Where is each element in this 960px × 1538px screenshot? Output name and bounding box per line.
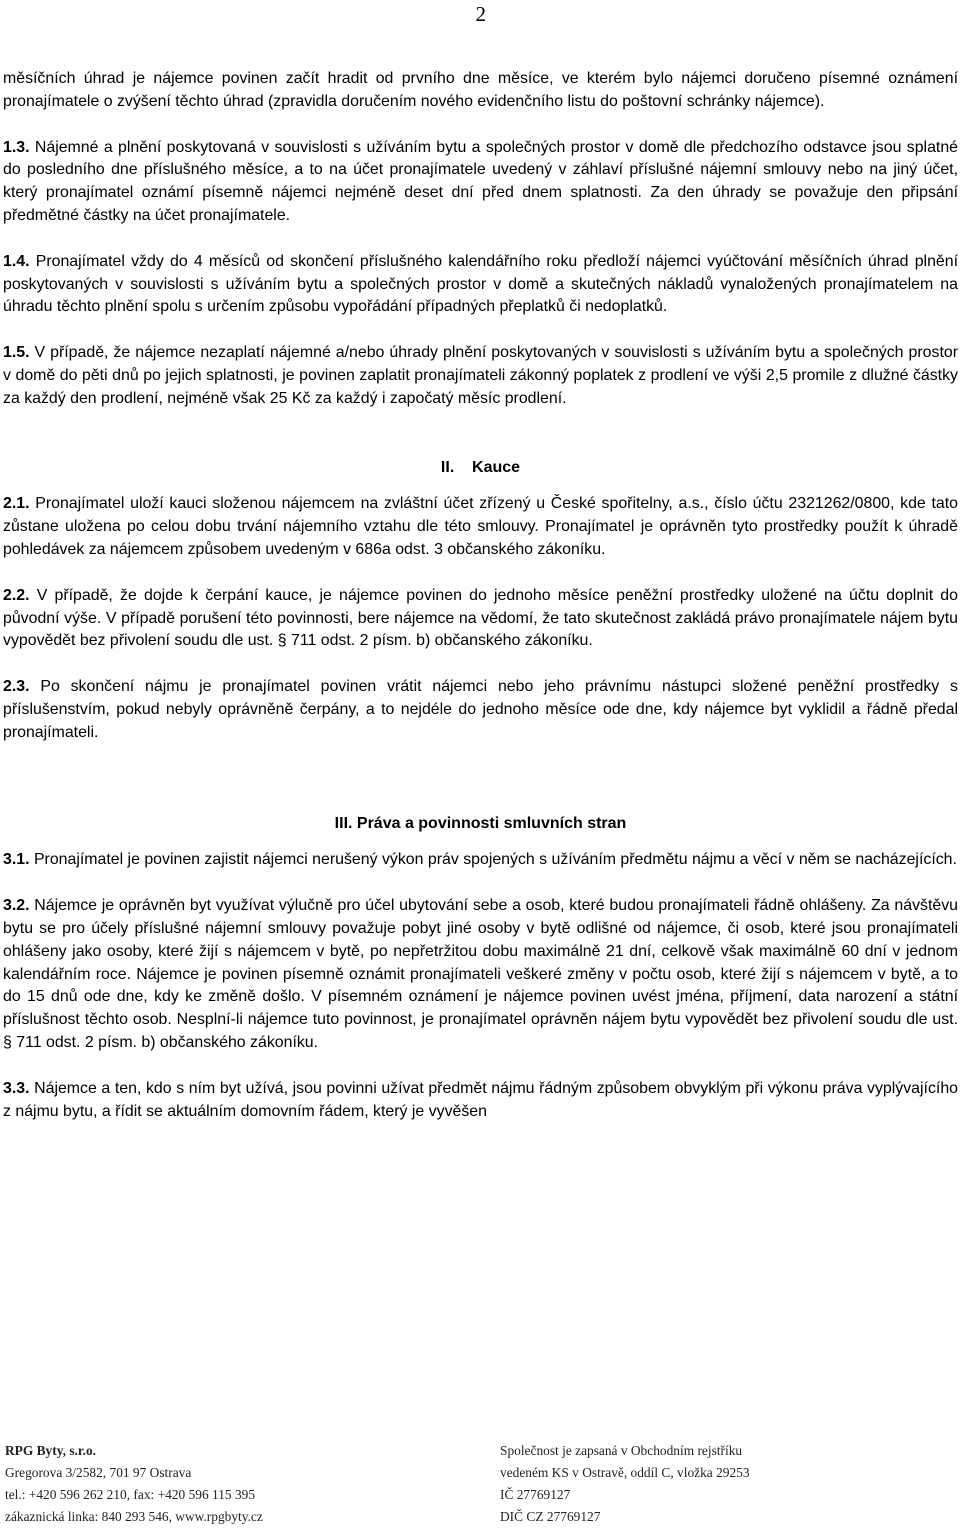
heading-prava-povinnosti: III. Práva a povinnosti smluvních stran [334,814,627,832]
clause-text: V případě, že dojde k čerpání kauce, je nájemce povinen do jednoho měsíce peněžní prostředky uložené na účtu doplnit do původní výše. V případě porušení této povinnosti, bere nájemce na vědomí, že tato skutečnost zakládá právo pronajímatele nájem bytu vypovědět bez přivolení soudu dle ust. § 711 odst. 2 písm. b) občanského zákoníku. [3,586,958,650]
footer-registration [500,1440,750,1528]
clause-number: 2.1. [3,495,30,513]
clause-text: Pronajímatel uloží kauci složenou nájemcem na zvláštní účet zřízený u České spořitelny, a.s., číslo účtu 2321262/0800, kde tato zůstane uložena po celou dobu trvání nájemního vztahu dle této smlouvy. Pronajímatel je oprávněn tyto prostředky použít k úhradě pohledávek za nájemcem způsobem uvedeným v 686a odst. 3 občanského zákoníku. [3,495,958,558]
company-footer [0,1440,960,1538]
paragraph-3-2 [3,895,958,1055]
company-name: RPG Byty, s.r.o. [5,1443,97,1458]
clause-number: 1.3. [3,138,30,156]
company-dic: DIČ CZ 27769127 [500,1509,601,1524]
clause-text: Pronajímatel je povinen zajistit nájemci nerušený výkon práv spojených s užíváním předmětu nájmu a věcí v něm se nacházejících. [33,851,957,869]
clause-number: 3.3. [3,1079,30,1097]
registry-note: Společnost je zapsaná v Obchodním rejstříku [500,1443,743,1458]
intro-paragraph: měsíčních úhrad je nájemce povinen začít hradit od prvního dne měsíce, ve kterém bylo nájemci doručeno písemné oznámení pronajímatele o zvýšení těchto úhrad (zpravidla doručením nového evidenčního listu do poštovní schránky nájemce). [3,70,958,110]
clause-text: Po skončení nájmu je pronajímatel povinen vrátit nájemci nebo jeho právnímu nástupci složené peněžní prostředky s příslušenstvím, pokud nebyly oprávněně čerpány, a to nejdéle do jednoho měsíce ode dne, kdy nájemce byt vyklidil a řádně předal pronajímateli. [3,678,958,741]
clause-text: Nájemné a plnění poskytovaná v souvislosti s užíváním bytu a společných prostor v domě dle předchozího odstavce jsou splatné do posledního dne příslušného měsíce, a to na účet pronajímatele uvedený v záhlaví příslušné nájemní smlouvy nebo na jiný účet, který pronajímatel oznámí písemně nájemci nejméně deset dní před dnem splatnosti. Za den úhrady se považuje den připsání předmětné částky na účet pronajímatele. [3,138,958,224]
document-body [3,68,958,1123]
clause-text: Pronajímatel vždy do 4 měsíců od skončení příslušného kalendářního roku předloží nájemci vyúčtování měsíčních úhrad plnění poskytovaných v souvislosti s užíváním bytu a společných prostor v domě a skutečných nákladů vynaložených pronajímatelem na úhradu těchto plnění spolu s určením způsobu vypořádání případných přeplatků či nedoplatků. [3,252,958,316]
clause-text: Nájemce je oprávněn byt využívat výlučně pro účel ubytování sebe a osob, které budou pronajímateli řádně ohlášeny. Za návštěvu bytu se pro účely příslušné nájemní smlouvy považuje pobyt jiné osoby v bytě odlišné od nájemce, či osob, které jsou pronajímateli ohlášeny jako osoby, které žijí s nájemcem v bytě, po nepřetržitou dobu maximálně 21 dní, celkově však maximálně 60 dní v jednom kalendářním roce. Nájemce je povinen písemně oznámit pronajímateli veškeré změny v počtu osob, které žijí s nájemcem v bytě, a to do 15 dnů ode dne, kdy ke změně došlo. V písemném oznámení je nájemce povinen uvést jména, příjmení, data narození a státní příslušnost těchto osob. Nesplní-li nájemce tuto povinnost, je pronajímatel oprávněn nájem bytu vypovědět bez přivolení soudu dle ust. § 711 odst. 2 písm. b) občanského zákoníku. [3,897,958,1051]
clause-text: V případě, že nájemce nezaplatí nájemné a/nebo úhrady plnění poskytovaných v souvislosti s užíváním bytu a společných prostor v domě do pěti dnů po jejich splatnosti, je povinen zaplatit pronajímateli zákonný poplatek z prodlení ve výši 2,5 promile z dlužné částky za každý den prodlení, nejméně však 25 Kč za každý i započatý měsíc prodlení. [3,344,958,407]
paragraph-2-1 [3,493,958,561]
clause-number: 1.4. [3,252,30,270]
clause-number: 3.1. [3,851,30,869]
paragraph-3-3 [3,1078,958,1124]
paragraph-1-3 [3,137,958,228]
paragraph-2-3 [3,676,958,744]
paragraph-2-2 [3,585,958,653]
company-address: Gregorova 3/2582, 701 97 Ostrava [5,1465,192,1480]
page-number: 2 [475,2,486,26]
clause-number: 2.3. [3,678,30,696]
registry-court: vedeném KS v Ostravě, oddíl C, vložka 29253 [500,1465,750,1480]
paragraph-1-4 [3,251,958,319]
clause-number: 1.5. [3,344,30,362]
heading-kauce: II. Kauce [440,458,521,476]
company-hotline: zákaznická linka: 840 293 546, www.rpgbyty.cz [5,1509,263,1524]
clause-text: Nájemce a ten, kdo s ním byt užívá, jsou povinni užívat předmět nájmu řádným způsobem obvyklým při výkonu práva vyplývajícího z nájmu bytu, a řídit se aktuálním domovním řádem, který je vyvěšen [3,1079,958,1120]
footer-contact [5,1440,263,1528]
company-phone: tel.: +420 596 262 210, fax: +420 596 115 395 [5,1487,256,1502]
paragraph-3-1 [3,849,958,872]
paragraph-1-5 [3,342,958,410]
clause-number: 3.2. [3,897,30,915]
clause-number: 2.2. [3,586,30,604]
company-ico: IČ 27769127 [500,1487,571,1502]
